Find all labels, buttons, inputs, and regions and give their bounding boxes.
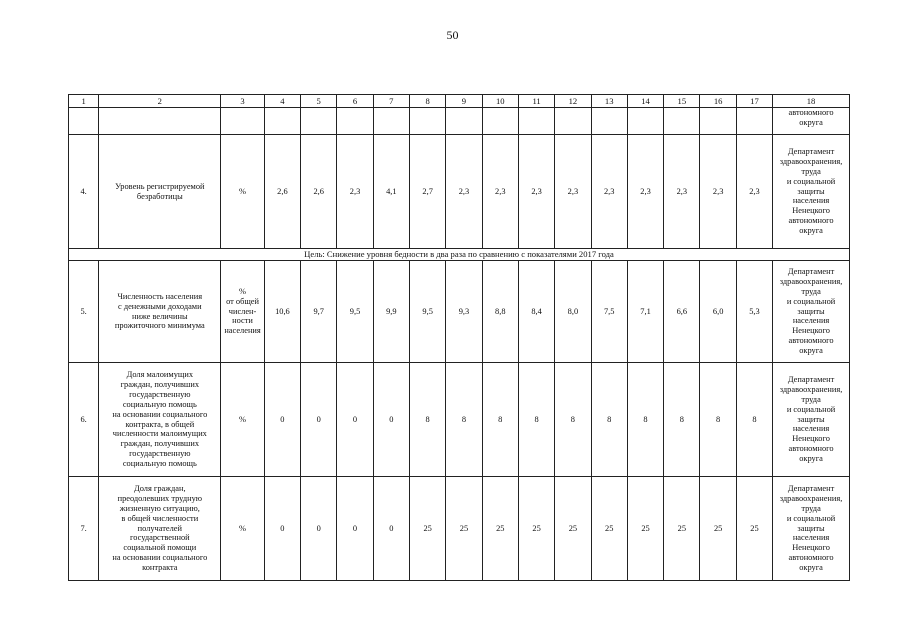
page-number: 50 <box>446 28 459 42</box>
value-cell: 25 <box>700 477 736 581</box>
value-cell: 0 <box>373 477 409 581</box>
column-number: 4 <box>264 95 300 108</box>
value-cell: 2,6 <box>264 135 300 249</box>
unit: % от общей числен- ности населения <box>221 261 264 363</box>
value-cell: 25 <box>482 477 518 581</box>
column-number: 18 <box>773 95 850 108</box>
goal-text: Цель: Снижение уровня бедности в два раза по сравнению с показателями 2017 года <box>69 249 850 261</box>
value-cell: 8 <box>555 363 591 477</box>
value-cell: 0 <box>301 363 337 477</box>
column-number: 11 <box>518 95 554 108</box>
value-cell: 8 <box>627 363 663 477</box>
unit: % <box>221 477 264 581</box>
value-cell: 10,6 <box>264 261 300 363</box>
value-cell: 8 <box>482 363 518 477</box>
value-cell: 2,3 <box>591 135 627 249</box>
column-number: 7 <box>373 95 409 108</box>
value-cell: 0 <box>301 477 337 581</box>
value-cell: 2,7 <box>409 135 445 249</box>
value-cell: 8,8 <box>482 261 518 363</box>
column-number: 14 <box>627 95 663 108</box>
row-number: 5. <box>69 261 99 363</box>
value-cell: 8 <box>736 363 772 477</box>
value-cell: 25 <box>736 477 772 581</box>
unit: % <box>221 363 264 477</box>
column-number: 12 <box>555 95 591 108</box>
column-number: 8 <box>409 95 445 108</box>
indicator-name: Уровень регистрируемой безработицы <box>99 135 221 249</box>
column-number: 5 <box>301 95 337 108</box>
value-cell: 8 <box>446 363 482 477</box>
value-cell: 2,6 <box>301 135 337 249</box>
value-cell: 25 <box>591 477 627 581</box>
value-cell: 25 <box>664 477 700 581</box>
indicator-name: Доля граждан, преодолевших трудную жизненную ситуацию, в общей численности получателей государственной социальной помощи на основании социального контракта <box>99 477 221 581</box>
value-cell: 2,3 <box>337 135 373 249</box>
column-number: 3 <box>221 95 264 108</box>
value-cell: 0 <box>264 363 300 477</box>
value-cell: 2,3 <box>627 135 663 249</box>
value-cell: 8,4 <box>518 261 554 363</box>
value-cell: 9,7 <box>301 261 337 363</box>
value-cell: 8 <box>518 363 554 477</box>
row-number: 4. <box>69 135 99 249</box>
value-cell: 2,3 <box>446 135 482 249</box>
column-number: 16 <box>700 95 736 108</box>
value-cell: 25 <box>518 477 554 581</box>
value-cell: 2,3 <box>555 135 591 249</box>
value-cell: 8,0 <box>555 261 591 363</box>
indicator-name: Доля малоимущих граждан, получивших государственную социальную помощь на основании социального контракта, в общей численности малоимущих граждан, получивших государственную социальную помощь <box>99 363 221 477</box>
column-number: 17 <box>736 95 772 108</box>
value-cell: 25 <box>627 477 663 581</box>
column-number: 10 <box>482 95 518 108</box>
value-cell: 9,9 <box>373 261 409 363</box>
column-number: 6 <box>337 95 373 108</box>
value-cell: 2,3 <box>482 135 518 249</box>
column-number: 15 <box>664 95 700 108</box>
value-cell: 9,5 <box>337 261 373 363</box>
indicator-row <box>69 477 850 581</box>
value-cell: 0 <box>337 363 373 477</box>
value-cell: 25 <box>446 477 482 581</box>
value-cell: 6,6 <box>664 261 700 363</box>
value-cell: 2,3 <box>736 135 772 249</box>
column-number: 13 <box>591 95 627 108</box>
value-cell: 25 <box>409 477 445 581</box>
column-number: 9 <box>446 95 482 108</box>
row-number: 6. <box>69 363 99 477</box>
column-number: 1 <box>69 95 99 108</box>
indicators-table <box>68 94 850 581</box>
value-cell: 25 <box>555 477 591 581</box>
value-cell: 8 <box>591 363 627 477</box>
column-number-row <box>69 95 850 108</box>
unit: % <box>221 135 264 249</box>
responsible-department: Департамент здравоохранения, труда и социальной защиты населения Ненецкого автономного округа <box>773 363 850 477</box>
column-number: 2 <box>99 95 221 108</box>
responsible-department: автономного округа <box>773 108 850 135</box>
value-cell: 6,0 <box>700 261 736 363</box>
value-cell: 4,1 <box>373 135 409 249</box>
responsible-department: Департамент здравоохранения, труда и социальной защиты населения Ненецкого автономного округа <box>773 477 850 581</box>
continuation-row <box>69 108 850 135</box>
indicator-row <box>69 261 850 363</box>
value-cell: 9,5 <box>409 261 445 363</box>
value-cell: 8 <box>409 363 445 477</box>
value-cell: 2,3 <box>518 135 554 249</box>
value-cell: 2,3 <box>700 135 736 249</box>
row-number: 7. <box>69 477 99 581</box>
value-cell: 2,3 <box>664 135 700 249</box>
responsible-department: Департамент здравоохранения, труда и социальной защиты населения Ненецкого автономного округа <box>773 135 850 249</box>
value-cell: 5,3 <box>736 261 772 363</box>
value-cell: 0 <box>337 477 373 581</box>
value-cell: 7,5 <box>591 261 627 363</box>
value-cell: 8 <box>700 363 736 477</box>
indicator-row <box>69 363 850 477</box>
responsible-department: Департамент здравоохранения, труда и социальной защиты населения Ненецкого автономного округа <box>773 261 850 363</box>
indicator-row <box>69 135 850 249</box>
goal-row <box>69 249 850 261</box>
value-cell: 0 <box>264 477 300 581</box>
value-cell: 8 <box>664 363 700 477</box>
value-cell: 9,3 <box>446 261 482 363</box>
indicator-name: Численность населения с денежными доходами ниже величины прожиточного минимума <box>99 261 221 363</box>
value-cell: 0 <box>373 363 409 477</box>
value-cell: 7,1 <box>627 261 663 363</box>
